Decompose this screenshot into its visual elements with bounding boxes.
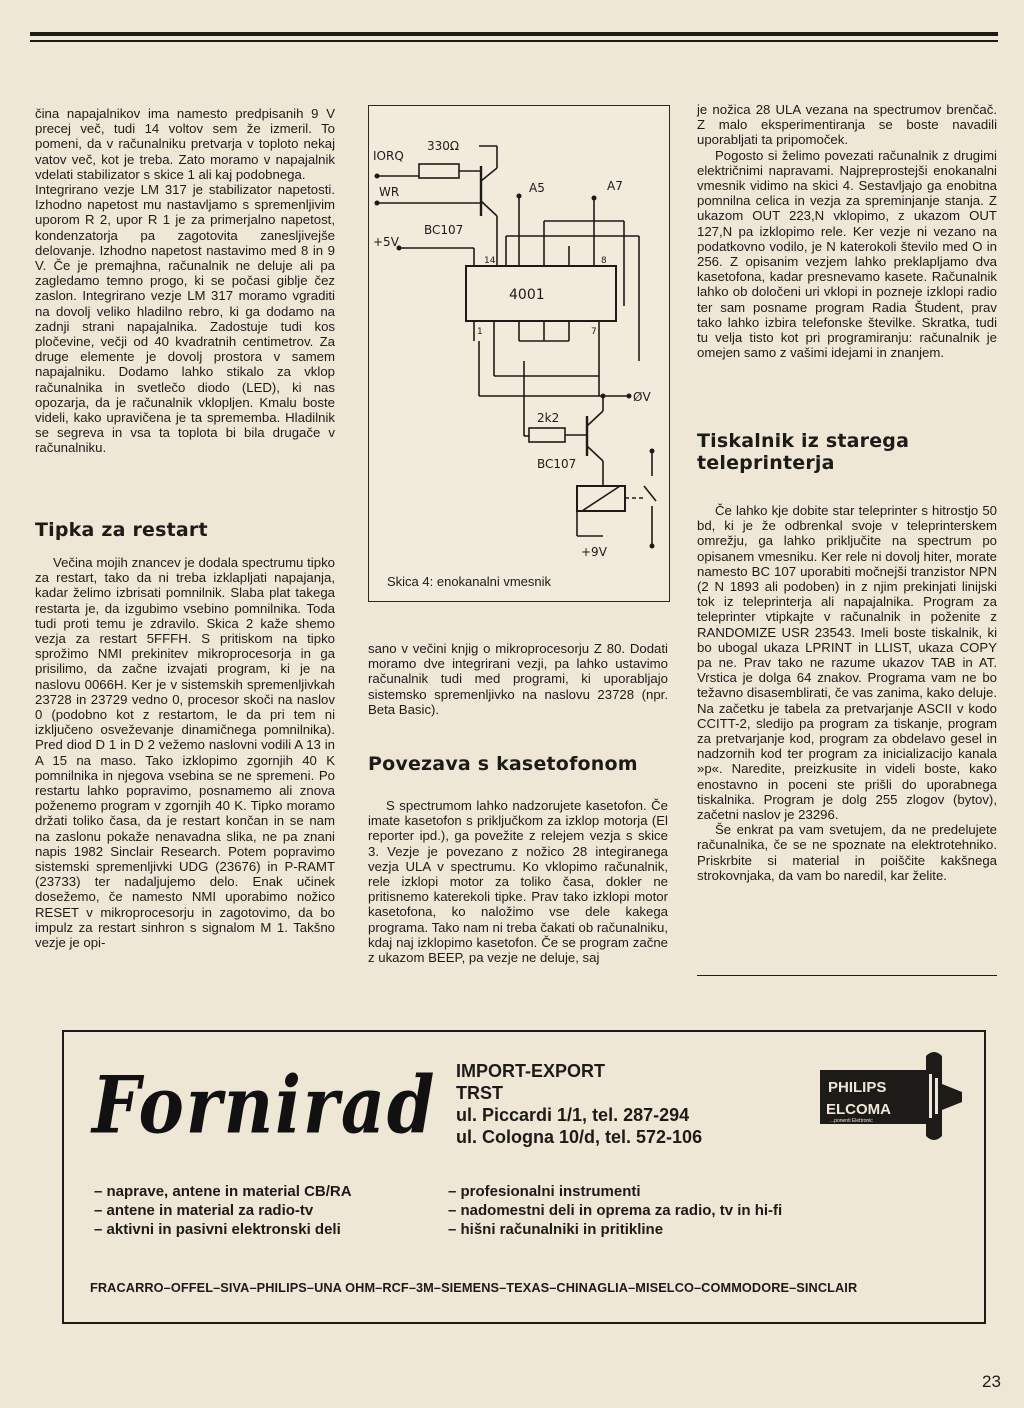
label-330: 330Ω	[427, 139, 460, 153]
ad-list-left	[94, 1182, 352, 1239]
col2-paragraph-2: S spectrumom lahko nadzorujete kasetofon. Če imate kasetofon s priključkom za izklop motorja (El reporter ipd.), ga povežite z relejem vezja s skice 3. Vezje je povezano z nožico 28 integiranega vezja ULA v spectrumu. Ko vklopimo računalnik, rele izklopi motor za toliko časa, dokler ne pritisnemo katerekoli tipke. Prav tako izklopi motor kasetofona, ko naložimo vse dele kakega programa. Tako nam ni treba čakati ob računalniku, kdaj naj izklopimo kasetofon. Če se program začne z ukazom BEEP, pa vezje ne deluje, saj	[368, 798, 668, 966]
label-bc107-2: BC107	[537, 457, 577, 471]
col1-paragraph-1: čina napajalnikov ima namesto predpisanih 9 V precej več, tudi 14 voltov sem že izmeril. To pomeni, da v računalniku pretvarja v toploto nekaj vatov več, kot je treba. Zato moramo v napajalnik vdelati stabilizator s skice 1 ali kaj podobnega.	[35, 106, 335, 182]
label-0v: ØV	[633, 390, 651, 404]
circuit-schematic	[369, 106, 669, 601]
resistor-330	[419, 164, 459, 178]
transistor-1-collector	[481, 168, 497, 181]
label-a7: A7	[607, 179, 623, 193]
ad-addr-line-1: IMPORT-EXPORT	[456, 1061, 606, 1081]
top-rule	[30, 32, 998, 36]
label-a5: A5	[529, 181, 545, 195]
label-iorq: IORQ	[373, 149, 404, 163]
ad-addr-line-3: ul. Piccardi 1/1, tel. 287-294	[456, 1105, 690, 1125]
transistor-2-emitter	[587, 446, 603, 461]
label-pin14: 14	[484, 256, 496, 266]
label-bc107-1: BC107	[424, 223, 464, 237]
philips-elcoma-logo	[816, 1048, 966, 1144]
column-1-bottom	[35, 555, 335, 950]
label-pin7: 7	[591, 327, 597, 337]
resistor-2k2	[529, 428, 565, 442]
heading-printer: Tiskalnik iz starega teleprinterja	[697, 430, 910, 474]
col2-paragraph-1: sano v večini knjig o mikroprocesorju Z 80. Dodati moramo dve integrirani vezji, pa lahko ustavimo računalnik tudi med programi, ki uporabljajo sistemsko spremenljivko na naslovu 23728 (npr. Beta Basic).	[368, 641, 668, 717]
page-number: 23	[982, 1372, 1001, 1391]
ad-right-item: – nadomestni deli in oprema za radio, tv in hi-fi	[448, 1202, 783, 1219]
col1-paragraph-3: Večina mojih znancev je dodala spectrumu tipko za restart, tako da ni treba izklapljati napajanja, kadar želimo izbrisati pomnilnik. Slaba plat takega restarta je, da izgubimo vsebino pomnilnika. Toda tudi proti temu je zdravilo. Skica 2 kaže shemo vezja za restart 5FFFH. S pritiskom na tipko sprožimo NMI prekinitev mikroprocesorja in ga prisilimo, da začne izvajati program, ki je na naslovu 0066H. Ker je v sistemskih spremenljivkah 23728 in 23729 vedno 0, procesor skoči na naslov 0 (podobno kot z restartom, le da pri tem ni izključeno osveževanje dinamičnega pomnilnika). Pred diod D 1 in D 2 vežemo naslovni vodili A 13 in A 15 na maso. Tako izklopimo zgornjih 40 K pomnilnika in njegova vsebina se ne spremeni. Po restartu lahko popravimo, posnamemo ali znova poženemo program v zgornjih 40 K. Tipko moramo držati toliko časa, da je restart končan in se nam na zaslonu pokaže nenavadna slika, ne pa znani napis 1982 Sinclair Research. Potem popravimo sistemski spremenljivki UDG (23676) in P-RAMT (23733) ter nadaljujemo delo. Enak učinek dosežemo, če namesto NMI uporabimo nožico RESET v mikroprocesorju in zagotovimo, da bo impulz za restart sinhron s signalom M 1. Takšno vezje je opi-	[35, 555, 335, 951]
label-pin8: 8	[601, 256, 607, 266]
elcoma-text: ELCOMA	[826, 1101, 891, 1118]
label-5v: +5V	[373, 235, 399, 249]
advertisement	[62, 1030, 986, 1324]
column-2	[368, 641, 668, 717]
heading-cassette: Povezava s kasetofonom	[368, 753, 638, 775]
relay-switch	[644, 486, 656, 501]
ad-addr-line-2: TRST	[456, 1083, 503, 1103]
philips-subtext: ...ponenti Elettronic	[830, 1118, 873, 1124]
column-1-top	[35, 106, 335, 456]
circuit-figure	[368, 105, 670, 602]
ad-left-item: – antene in material za radio-tv	[94, 1202, 314, 1219]
ad-right-item: – hišni računalniki in pritikline	[448, 1221, 664, 1238]
ad-list-right	[448, 1182, 782, 1239]
heading-restart: Tipka za restart	[35, 519, 208, 541]
col3-paragraph-2: Pogosto si želimo povezati računalnik z drugimi električnimi napravami. Najpreprostejši enokanalni vmesnik vidimo na skici 4. Sestavljajo ga enobitna pomnilna celica in vezja za spreminjanje stanja. Z ukazom OUT 223,N vklopimo, z ukazom OUT 127,N pa izklopimo rele. Ker vezje ni vezano na podatkovno vodilo, je N katerokoli število med O in 256. Z opisanim vezjem lahko preklapljamo dva kasetofona, kadar presnevamo kasete. Računalnik lahko ob določeni uri vklopi in pozneje izklopi radio ter sam posname program Radia Študent, prav tako lahko izbira telefonske številke. Skratka, tudi tu velja tisto kot pri programiranju: računalnik je omejen samo z vašimi idejami in znanjem.	[697, 147, 997, 361]
col3-paragraph-4: Še enkrat pa vam svetujem, da ne predelujete računalnika, če se ne spoznate na elektrotehniko. Priskrbite si material in poiščite kakšnega strokovnjaka, da vam bo naredil, kar želite.	[697, 822, 997, 883]
label-9v: +9V	[581, 545, 607, 559]
label-pin1: 1	[477, 327, 483, 337]
relay-diag	[582, 486, 620, 511]
column-2-bottom	[368, 798, 668, 965]
ad-right-item: – profesionalni instrumenti	[448, 1183, 641, 1200]
col1-paragraph-2: Integrirano vezje LM 317 je stabilizator napetosti. Izhodno napetost mu nastavljamo s spremenljivim uporom R 2, upor R 1 je za primerjalno napetost, kondenzatorja pa zagotovita zanesljivejše delovanje. Izhodno napetost nastavimo med 8 in 9 V. Če je premajhna, računalnik ne deluje ali pa zagledamo temno progo, ki se počasi giblje čez zaslon. Integrirano vezje LM 317 moramo vgraditi na dovolj veliko hladilno rebro, ki ga dodamo na zadnji strani napajalnika. Zadostuje tudi kos pločevine, večji od 40 kvadratnih centimetrov. Za druge elemente je dovolj prostora v samem napajalniku. Dodamo lahko stikalo za vklop računalnika in svetlečo diodo (LED), ki nas opozarja, da je računalnik vklopljen. Kmalu boste videli, kako upravičena je ta sprememba. Hladilnik se segreva in vsa ta toplota bi bila drugače v računalniku.	[35, 182, 335, 456]
col3-paragraph-3: Če lahko kje dobite star teleprinter s hitrostjo 50 bd, ki je že odbrenkal svoje v teleprinterskem omrežju, ga lahko priključite na spectrum po opisanem vmesniku. Ker rele ni dovolj hiter, morate namesto BC 107 uporabiti močnejši tranzistor NPN (2 N 1893 ali podoben) in z njim prekinjati linijski tok iz teleprinterja ali napajalnika. Program za teleprinter vtipkajte v računalnik in poženite z RANDOMIZE USR 23543. Imeli boste tiskalnik, ki bo ubogal ukaza LPRINT in LLIST, ukaza COPY pa ne. Prav tako ne razume ukazov TAB in AT. Vrstica je dolga 64 znakov. Programa vam ne bo težavno disasemblirati, če vas zanima, kako deluje. Na začetku je tabela za pretvarjanje ASCII v kodo CCITT-2, sledijo pa program za tiskanje, program za pretvarjanje kod, program za obdelavo gesel in nadzornih kod ter program za inicializacijo kanala »p«. Naredite, preizkusite in videli boste, kako enostavno in poceni ste prišli do uporabnega tiskalnika. Program je dolg 255 zlogov (bytov), začetni naslov je 23296.	[697, 503, 997, 823]
transistor-2-collector	[587, 411, 603, 426]
column-end-rule	[697, 975, 997, 976]
top-rule-thin	[30, 40, 998, 42]
ad-addr-line-4: ul. Cologna 10/d, tel. 572-106	[456, 1127, 703, 1147]
column-3-bottom	[697, 503, 997, 883]
ad-brands: FRACARRO–OFFEL–SIVA–PHILIPS–UNA OHM–RCF–3M–SIEMENS–TEXAS–CHINAGLIA–MISELCO–COMMODORE–SINCLAIR	[90, 1280, 858, 1295]
ad-left-item: – aktivni in pasivni elektronski deli	[94, 1221, 341, 1238]
philips-text: PHILIPS	[828, 1079, 887, 1096]
column-3-top	[697, 102, 997, 360]
label-4001: 4001	[509, 287, 545, 303]
fornirad-logo: Fornirad	[92, 1060, 437, 1152]
label-2k2: 2k2	[537, 411, 560, 425]
col3-paragraph-1: je nožica 28 ULA vezana na spectrumov brenčač. Z malo eksperimentiranja se boste navadili uporabljati ta pripomoček.	[697, 102, 997, 148]
transistor-1-emitter	[481, 201, 497, 216]
ad-address	[456, 1060, 702, 1148]
ad-left-item: – naprave, antene in material CB/RA	[94, 1183, 352, 1200]
figure-caption: Skica 4: enokanalni vmesnik	[387, 574, 552, 589]
label-wr: WR	[379, 185, 400, 199]
